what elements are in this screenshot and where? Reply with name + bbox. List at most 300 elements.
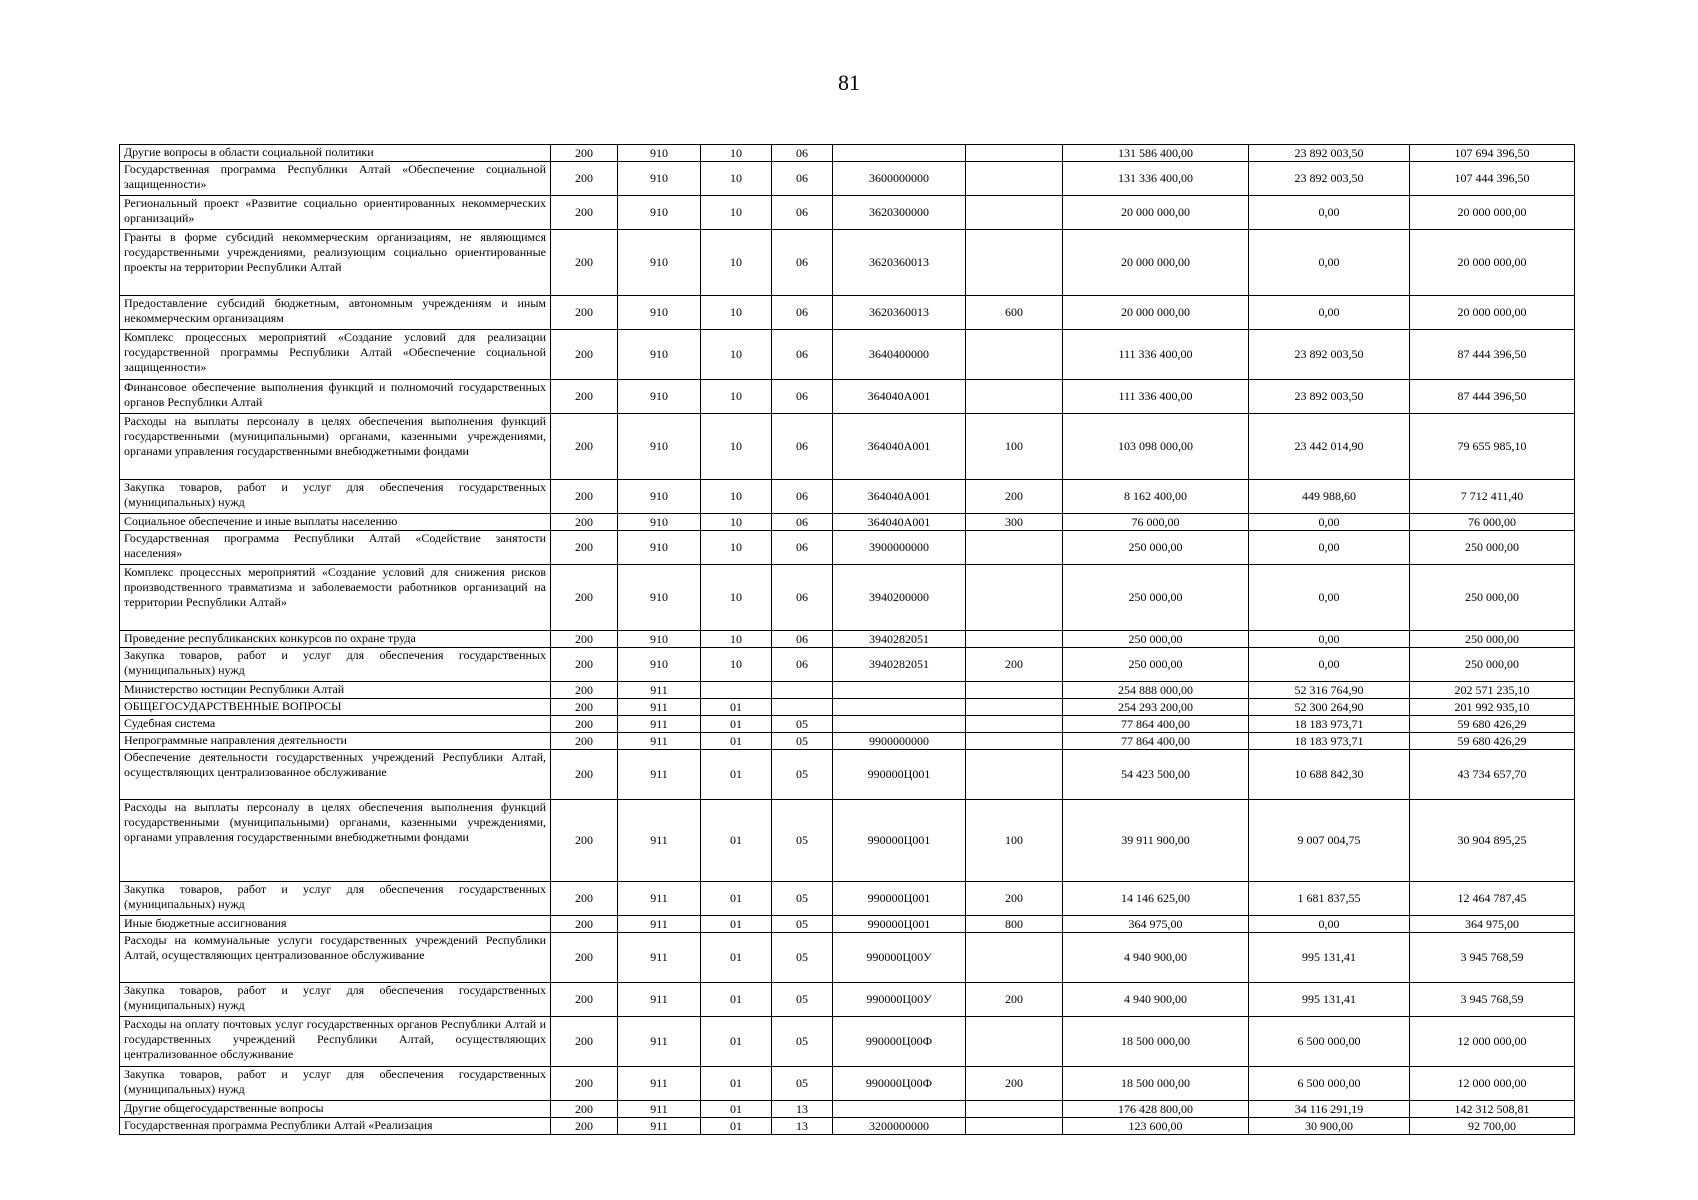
row-code-section xyxy=(701,682,772,699)
row-code-section: 01 xyxy=(701,882,772,916)
row-name: Социальное обеспечение и иные выплаты населению xyxy=(120,514,551,531)
row-code-subsection: 13 xyxy=(772,1118,833,1135)
row-code-ministry: 911 xyxy=(618,933,701,983)
row-code-expense-type xyxy=(966,230,1063,296)
row-amount-executed: 0,00 xyxy=(1249,565,1410,631)
row-amount-plan: 364 975,00 xyxy=(1063,916,1249,933)
row-amount-plan: 254 888 000,00 xyxy=(1063,682,1249,699)
row-code-subsection: 05 xyxy=(772,733,833,750)
row-code-target: 3600000000 xyxy=(833,162,966,196)
row-amount-remainder: 250 000,00 xyxy=(1410,531,1575,565)
row-code-target: 3940282051 xyxy=(833,631,966,648)
row-amount-executed: 30 900,00 xyxy=(1249,1118,1410,1135)
row-code-section: 10 xyxy=(701,480,772,514)
row-code-subsection: 13 xyxy=(772,1101,833,1118)
row-amount-plan: 131 336 400,00 xyxy=(1063,162,1249,196)
row-code-admin: 200 xyxy=(551,565,618,631)
row-name: Комплекс процессных мероприятий «Создание условий для снижения рисков производственного травматизма и заболеваемости работников организаций на территории Республики Алтай» xyxy=(120,565,551,631)
row-name: ОБЩЕГОСУДАРСТВЕННЫЕ ВОПРОСЫ xyxy=(120,699,551,716)
row-code-subsection: 06 xyxy=(772,480,833,514)
row-code-admin: 200 xyxy=(551,196,618,230)
row-name: Другие вопросы в области социальной политики xyxy=(120,145,551,162)
table-row xyxy=(120,296,1575,330)
row-name: Предоставление субсидий бюджетным, автономным учреждениям и иным некоммерческим организациям xyxy=(120,296,551,330)
row-amount-executed: 52 316 764,90 xyxy=(1249,682,1410,699)
row-code-section: 01 xyxy=(701,716,772,733)
row-amount-executed: 995 131,41 xyxy=(1249,983,1410,1017)
row-amount-plan: 250 000,00 xyxy=(1063,648,1249,682)
row-code-subsection: 06 xyxy=(772,196,833,230)
row-amount-executed: 0,00 xyxy=(1249,196,1410,230)
row-code-expense-type xyxy=(966,1017,1063,1067)
row-amount-remainder: 3 945 768,59 xyxy=(1410,933,1575,983)
row-code-ministry: 911 xyxy=(618,716,701,733)
row-name: Финансовое обеспечение выполнения функций и полномочий государственных органов Республики Алтай xyxy=(120,380,551,414)
row-code-subsection: 06 xyxy=(772,414,833,480)
row-code-section: 10 xyxy=(701,531,772,565)
row-code-expense-type: 100 xyxy=(966,800,1063,882)
row-code-subsection: 06 xyxy=(772,380,833,414)
row-code-subsection: 06 xyxy=(772,330,833,380)
row-code-expense-type xyxy=(966,631,1063,648)
row-code-target xyxy=(833,699,966,716)
row-code-ministry: 910 xyxy=(618,196,701,230)
page-number: 81 xyxy=(838,70,860,95)
row-amount-remainder: 92 700,00 xyxy=(1410,1118,1575,1135)
row-code-subsection: 05 xyxy=(772,1017,833,1067)
row-amount-executed: 6 500 000,00 xyxy=(1249,1067,1410,1101)
row-amount-plan: 14 146 625,00 xyxy=(1063,882,1249,916)
row-code-section: 01 xyxy=(701,1017,772,1067)
row-amount-plan: 54 423 500,00 xyxy=(1063,750,1249,800)
row-code-section: 10 xyxy=(701,414,772,480)
row-code-admin: 200 xyxy=(551,933,618,983)
row-amount-plan: 4 940 900,00 xyxy=(1063,933,1249,983)
row-code-subsection: 05 xyxy=(772,983,833,1017)
row-amount-executed: 9 007 004,75 xyxy=(1249,800,1410,882)
row-code-target xyxy=(833,716,966,733)
row-amount-remainder: 59 680 426,29 xyxy=(1410,733,1575,750)
row-amount-plan: 20 000 000,00 xyxy=(1063,230,1249,296)
row-name: Другие общегосударственные вопросы xyxy=(120,1101,551,1118)
row-amount-executed: 0,00 xyxy=(1249,916,1410,933)
row-amount-executed: 0,00 xyxy=(1249,631,1410,648)
row-code-ministry: 911 xyxy=(618,983,701,1017)
row-code-target: 364040А001 xyxy=(833,514,966,531)
table-row xyxy=(120,750,1575,800)
row-code-section: 01 xyxy=(701,983,772,1017)
table-row xyxy=(120,631,1575,648)
row-code-subsection: 06 xyxy=(772,230,833,296)
row-code-admin: 200 xyxy=(551,531,618,565)
row-code-subsection: 05 xyxy=(772,882,833,916)
row-code-section: 10 xyxy=(701,230,772,296)
row-code-ministry: 910 xyxy=(618,296,701,330)
row-code-subsection: 05 xyxy=(772,800,833,882)
row-code-admin: 200 xyxy=(551,162,618,196)
row-code-section: 10 xyxy=(701,565,772,631)
row-amount-executed: 18 183 973,71 xyxy=(1249,733,1410,750)
row-code-section: 01 xyxy=(701,800,772,882)
table-row xyxy=(120,983,1575,1017)
row-code-ministry: 911 xyxy=(618,1067,701,1101)
row-amount-remainder: 107 444 396,50 xyxy=(1410,162,1575,196)
row-code-admin: 200 xyxy=(551,716,618,733)
row-amount-plan: 77 864 400,00 xyxy=(1063,716,1249,733)
row-amount-remainder: 250 000,00 xyxy=(1410,631,1575,648)
row-name: Закупка товаров, работ и услуг для обеспечения государственных (муниципальных) нужд xyxy=(120,983,551,1017)
row-code-admin: 200 xyxy=(551,1101,618,1118)
row-code-ministry: 910 xyxy=(618,648,701,682)
row-name: Расходы на выплаты персоналу в целях обеспечения выполнения функций государственными (муниципальными) органами, казенными учреждениями, органами управления государственными внебюджетными фондами xyxy=(120,800,551,882)
row-code-target: 990000Ц00У xyxy=(833,983,966,1017)
row-code-ministry: 911 xyxy=(618,882,701,916)
row-amount-plan: 176 428 800,00 xyxy=(1063,1101,1249,1118)
row-code-admin: 200 xyxy=(551,800,618,882)
row-amount-executed: 995 131,41 xyxy=(1249,933,1410,983)
row-code-ministry: 910 xyxy=(618,330,701,380)
row-amount-executed: 18 183 973,71 xyxy=(1249,716,1410,733)
row-amount-executed: 1 681 837,55 xyxy=(1249,882,1410,916)
row-code-expense-type: 200 xyxy=(966,983,1063,1017)
row-code-admin: 200 xyxy=(551,1118,618,1135)
row-name: Комплекс процессных мероприятий «Создание условий для реализации государственной программы Республики Алтай «Обеспечение социальной защищенности» xyxy=(120,330,551,380)
row-amount-remainder: 3 945 768,59 xyxy=(1410,983,1575,1017)
row-code-admin: 200 xyxy=(551,682,618,699)
row-code-admin: 200 xyxy=(551,699,618,716)
row-amount-executed: 23 892 003,50 xyxy=(1249,330,1410,380)
row-amount-plan: 76 000,00 xyxy=(1063,514,1249,531)
row-code-target: 3940200000 xyxy=(833,565,966,631)
table-row xyxy=(120,682,1575,699)
row-name: Расходы на выплаты персоналу в целях обеспечения выполнения функций государственными (муниципальными) органами, казенными учреждениями, органами управления государственными внебюджетными фондами xyxy=(120,414,551,480)
row-code-expense-type xyxy=(966,145,1063,162)
row-code-admin: 200 xyxy=(551,983,618,1017)
row-code-admin: 200 xyxy=(551,145,618,162)
table-row xyxy=(120,916,1575,933)
row-amount-plan: 18 500 000,00 xyxy=(1063,1017,1249,1067)
row-code-admin: 200 xyxy=(551,1067,618,1101)
row-code-expense-type xyxy=(966,933,1063,983)
row-code-target: 364040А001 xyxy=(833,380,966,414)
row-amount-remainder: 250 000,00 xyxy=(1410,565,1575,631)
row-code-target: 990000Ц001 xyxy=(833,800,966,882)
table-row xyxy=(120,531,1575,565)
row-code-expense-type xyxy=(966,1101,1063,1118)
table-row xyxy=(120,196,1575,230)
row-code-subsection: 06 xyxy=(772,296,833,330)
row-amount-remainder: 20 000 000,00 xyxy=(1410,196,1575,230)
row-code-target: 3200000000 xyxy=(833,1118,966,1135)
row-name: Государственная программа Республики Алтай «Содействие занятости населения» xyxy=(120,531,551,565)
row-code-target: 3900000000 xyxy=(833,531,966,565)
row-code-target xyxy=(833,682,966,699)
row-amount-executed: 0,00 xyxy=(1249,296,1410,330)
row-code-expense-type: 800 xyxy=(966,916,1063,933)
row-code-target: 990000Ц001 xyxy=(833,750,966,800)
row-code-subsection xyxy=(772,682,833,699)
row-code-target: 990000Ц00Ф xyxy=(833,1017,966,1067)
row-amount-remainder: 20 000 000,00 xyxy=(1410,296,1575,330)
row-code-ministry: 910 xyxy=(618,480,701,514)
row-name: Закупка товаров, работ и услуг для обеспечения государственных (муниципальных) нужд xyxy=(120,648,551,682)
row-code-target: 990000Ц001 xyxy=(833,882,966,916)
row-code-admin: 200 xyxy=(551,230,618,296)
row-amount-plan: 254 293 200,00 xyxy=(1063,699,1249,716)
row-code-admin: 200 xyxy=(551,750,618,800)
row-amount-remainder: 87 444 396,50 xyxy=(1410,380,1575,414)
row-name: Обеспечение деятельности государственных учреждений Республики Алтай, осуществляющих централизованное обслуживание xyxy=(120,750,551,800)
row-amount-executed: 52 300 264,90 xyxy=(1249,699,1410,716)
row-code-expense-type xyxy=(966,380,1063,414)
row-amount-plan: 250 000,00 xyxy=(1063,631,1249,648)
row-name: Гранты в форме субсидий некоммерческим организациям, не являющимся государственными учреждениями, реализующим социально ориентированные проекты на территории Республики Алтай xyxy=(120,230,551,296)
row-code-target: 364040А001 xyxy=(833,480,966,514)
row-code-ministry: 911 xyxy=(618,682,701,699)
row-code-admin: 200 xyxy=(551,882,618,916)
row-amount-remainder: 202 571 235,10 xyxy=(1410,682,1575,699)
row-amount-executed: 0,00 xyxy=(1249,230,1410,296)
row-code-expense-type: 200 xyxy=(966,648,1063,682)
row-amount-executed: 0,00 xyxy=(1249,514,1410,531)
row-code-target xyxy=(833,145,966,162)
row-code-section: 10 xyxy=(701,196,772,230)
row-name: Судебная система xyxy=(120,716,551,733)
row-code-admin: 200 xyxy=(551,330,618,380)
row-amount-plan: 8 162 400,00 xyxy=(1063,480,1249,514)
row-code-subsection: 06 xyxy=(772,531,833,565)
row-code-target: 3620300000 xyxy=(833,196,966,230)
table-row xyxy=(120,1067,1575,1101)
row-code-ministry: 910 xyxy=(618,514,701,531)
row-code-ministry: 911 xyxy=(618,750,701,800)
row-code-subsection: 06 xyxy=(772,648,833,682)
row-code-expense-type xyxy=(966,1118,1063,1135)
table-row xyxy=(120,648,1575,682)
row-amount-executed: 23 892 003,50 xyxy=(1249,145,1410,162)
row-code-target: 990000Ц001 xyxy=(833,916,966,933)
table-row xyxy=(120,1017,1575,1067)
row-amount-plan: 111 336 400,00 xyxy=(1063,380,1249,414)
table-row xyxy=(120,1101,1575,1118)
row-code-target: 990000Ц00У xyxy=(833,933,966,983)
row-name: Расходы на коммунальные услуги государственных учреждений Республики Алтай, осуществляющих централизованное обслуживание xyxy=(120,933,551,983)
row-code-subsection: 06 xyxy=(772,145,833,162)
row-code-ministry: 911 xyxy=(618,733,701,750)
row-code-section: 10 xyxy=(701,514,772,531)
row-name: Иные бюджетные ассигнования xyxy=(120,916,551,933)
row-code-ministry: 910 xyxy=(618,145,701,162)
row-code-section: 01 xyxy=(701,1067,772,1101)
row-code-section: 01 xyxy=(701,699,772,716)
table-row xyxy=(120,414,1575,480)
row-code-expense-type: 200 xyxy=(966,480,1063,514)
row-code-section: 01 xyxy=(701,733,772,750)
table-row xyxy=(120,565,1575,631)
row-name: Региональный проект «Развитие социально ориентированных некоммерческих организаций» xyxy=(120,196,551,230)
row-code-expense-type xyxy=(966,162,1063,196)
row-code-admin: 200 xyxy=(551,480,618,514)
row-amount-plan: 20 000 000,00 xyxy=(1063,196,1249,230)
row-amount-plan: 111 336 400,00 xyxy=(1063,330,1249,380)
row-code-target: 3620360013 xyxy=(833,230,966,296)
row-code-expense-type xyxy=(966,682,1063,699)
row-code-expense-type: 100 xyxy=(966,414,1063,480)
row-code-expense-type xyxy=(966,750,1063,800)
row-code-expense-type: 200 xyxy=(966,1067,1063,1101)
row-code-ministry: 910 xyxy=(618,414,701,480)
row-amount-remainder: 79 655 985,10 xyxy=(1410,414,1575,480)
row-code-subsection: 05 xyxy=(772,716,833,733)
row-name: Закупка товаров, работ и услуг для обеспечения государственных (муниципальных) нужд xyxy=(120,882,551,916)
row-code-subsection: 06 xyxy=(772,514,833,531)
row-code-admin: 200 xyxy=(551,733,618,750)
row-name: Министерство юстиции Республики Алтай xyxy=(120,682,551,699)
row-amount-remainder: 250 000,00 xyxy=(1410,648,1575,682)
row-amount-plan: 131 586 400,00 xyxy=(1063,145,1249,162)
row-code-section: 01 xyxy=(701,916,772,933)
row-amount-executed: 10 688 842,30 xyxy=(1249,750,1410,800)
row-amount-executed: 34 116 291,19 xyxy=(1249,1101,1410,1118)
row-code-section: 10 xyxy=(701,380,772,414)
row-name: Расходы на оплату почтовых услуг государственных органов Республики Алтай и государственных учреждений Республики Алтай, осуществляющих централизованное обслуживание xyxy=(120,1017,551,1067)
row-name: Государственная программа Республики Алтай «Реализация xyxy=(120,1118,551,1135)
row-code-admin: 200 xyxy=(551,916,618,933)
row-code-target: 364040А001 xyxy=(833,414,966,480)
row-amount-plan: 4 940 900,00 xyxy=(1063,983,1249,1017)
row-code-section: 10 xyxy=(701,145,772,162)
row-code-ministry: 911 xyxy=(618,699,701,716)
row-code-section: 01 xyxy=(701,1118,772,1135)
row-code-subsection: 06 xyxy=(772,162,833,196)
row-amount-remainder: 107 694 396,50 xyxy=(1410,145,1575,162)
row-name: Проведение республиканских конкурсов по охране труда xyxy=(120,631,551,648)
row-amount-executed: 23 892 003,50 xyxy=(1249,162,1410,196)
row-code-section: 10 xyxy=(701,631,772,648)
row-code-ministry: 910 xyxy=(618,531,701,565)
row-code-section: 01 xyxy=(701,1101,772,1118)
row-code-section: 10 xyxy=(701,162,772,196)
row-code-target: 3620360013 xyxy=(833,296,966,330)
row-code-subsection: 05 xyxy=(772,1067,833,1101)
row-amount-remainder: 201 992 935,10 xyxy=(1410,699,1575,716)
row-code-subsection xyxy=(772,699,833,716)
row-code-subsection: 05 xyxy=(772,933,833,983)
row-code-expense-type xyxy=(966,716,1063,733)
row-code-ministry: 911 xyxy=(618,1101,701,1118)
row-name: Закупка товаров, работ и услуг для обеспечения государственных (муниципальных) нужд xyxy=(120,480,551,514)
row-amount-plan: 123 600,00 xyxy=(1063,1118,1249,1135)
row-amount-executed: 449 988,60 xyxy=(1249,480,1410,514)
row-code-ministry: 910 xyxy=(618,631,701,648)
table-row xyxy=(120,230,1575,296)
row-code-expense-type xyxy=(966,330,1063,380)
row-amount-remainder: 364 975,00 xyxy=(1410,916,1575,933)
table-row xyxy=(120,699,1575,716)
table-row xyxy=(120,733,1575,750)
budget-table xyxy=(119,144,1575,1135)
row-amount-plan: 39 911 900,00 xyxy=(1063,800,1249,882)
table-row xyxy=(120,480,1575,514)
row-code-ministry: 911 xyxy=(618,916,701,933)
row-code-target: 3940282051 xyxy=(833,648,966,682)
table-row xyxy=(120,162,1575,196)
row-amount-executed: 6 500 000,00 xyxy=(1249,1017,1410,1067)
row-code-section: 01 xyxy=(701,750,772,800)
row-code-expense-type xyxy=(966,699,1063,716)
row-code-admin: 200 xyxy=(551,414,618,480)
table-row xyxy=(120,330,1575,380)
row-code-expense-type: 200 xyxy=(966,882,1063,916)
row-amount-executed: 23 892 003,50 xyxy=(1249,380,1410,414)
row-code-admin: 200 xyxy=(551,648,618,682)
table-row xyxy=(120,380,1575,414)
row-code-section: 10 xyxy=(701,648,772,682)
row-amount-plan: 77 864 400,00 xyxy=(1063,733,1249,750)
table-row xyxy=(120,882,1575,916)
row-code-admin: 200 xyxy=(551,514,618,531)
row-amount-executed: 0,00 xyxy=(1249,531,1410,565)
row-amount-remainder: 12 000 000,00 xyxy=(1410,1067,1575,1101)
row-amount-remainder: 142 312 508,81 xyxy=(1410,1101,1575,1118)
row-code-section: 01 xyxy=(701,933,772,983)
row-amount-executed: 23 442 014,90 xyxy=(1249,414,1410,480)
row-code-expense-type xyxy=(966,531,1063,565)
row-code-ministry: 910 xyxy=(618,230,701,296)
row-code-expense-type xyxy=(966,733,1063,750)
row-amount-remainder: 20 000 000,00 xyxy=(1410,230,1575,296)
table-row xyxy=(120,1118,1575,1135)
row-code-target: 3640400000 xyxy=(833,330,966,380)
row-code-expense-type: 300 xyxy=(966,514,1063,531)
row-code-subsection: 06 xyxy=(772,565,833,631)
row-code-admin: 200 xyxy=(551,631,618,648)
row-code-expense-type xyxy=(966,196,1063,230)
row-code-expense-type xyxy=(966,565,1063,631)
row-amount-plan: 250 000,00 xyxy=(1063,565,1249,631)
row-code-target xyxy=(833,1101,966,1118)
row-amount-remainder: 59 680 426,29 xyxy=(1410,716,1575,733)
row-amount-executed: 0,00 xyxy=(1249,648,1410,682)
row-code-admin: 200 xyxy=(551,1017,618,1067)
row-amount-plan: 20 000 000,00 xyxy=(1063,296,1249,330)
row-amount-remainder: 43 734 657,70 xyxy=(1410,750,1575,800)
row-amount-remainder: 76 000,00 xyxy=(1410,514,1575,531)
table-row xyxy=(120,933,1575,983)
table-row xyxy=(120,145,1575,162)
row-name: Непрограммные направления деятельности xyxy=(120,733,551,750)
row-code-admin: 200 xyxy=(551,296,618,330)
table-row xyxy=(120,514,1575,531)
row-amount-remainder: 7 712 411,40 xyxy=(1410,480,1575,514)
row-code-subsection: 05 xyxy=(772,916,833,933)
table-row xyxy=(120,716,1575,733)
row-code-target: 990000Ц00Ф xyxy=(833,1067,966,1101)
row-amount-plan: 250 000,00 xyxy=(1063,531,1249,565)
row-code-expense-type: 600 xyxy=(966,296,1063,330)
row-amount-plan: 18 500 000,00 xyxy=(1063,1067,1249,1101)
row-name: Закупка товаров, работ и услуг для обеспечения государственных (муниципальных) нужд xyxy=(120,1067,551,1101)
budget-table-body xyxy=(120,145,1575,1135)
table-row xyxy=(120,800,1575,882)
row-code-target: 9900000000 xyxy=(833,733,966,750)
row-code-ministry: 911 xyxy=(618,1118,701,1135)
row-code-section: 10 xyxy=(701,296,772,330)
row-amount-plan: 103 098 000,00 xyxy=(1063,414,1249,480)
row-code-ministry: 910 xyxy=(618,380,701,414)
row-code-ministry: 911 xyxy=(618,1017,701,1067)
row-code-ministry: 910 xyxy=(618,162,701,196)
